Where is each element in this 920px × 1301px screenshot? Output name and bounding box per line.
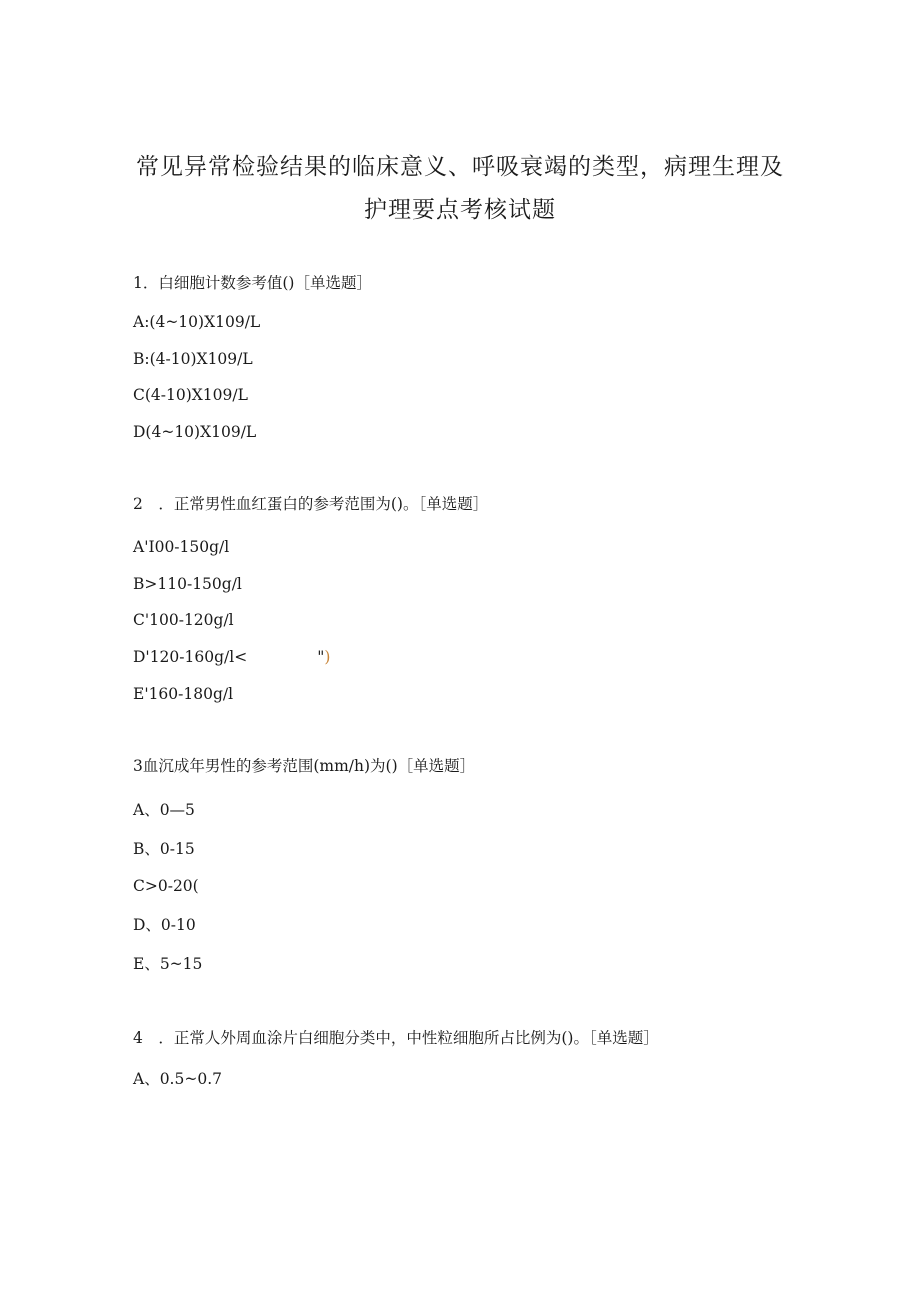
question-3-option-c[interactable]: C>0-20( bbox=[133, 877, 199, 895]
question-4-stem: 4 ．正常人外周血涂片白细胞分类中，中性粒细胞所占比例为()。［单选题］ bbox=[133, 1029, 659, 1047]
question-1-option-b[interactable]: B:(4-10)X109/L bbox=[133, 350, 253, 368]
question-2-option-d-label: D'120-160g∕l< bbox=[133, 648, 248, 666]
document-title-line-2: 护理要点考核试题 bbox=[364, 197, 556, 223]
question-2-option-d-paren: ) bbox=[324, 648, 331, 666]
question-1-option-a[interactable]: A:(4~10)X109/L bbox=[133, 313, 261, 331]
question-1-stem: 1．白细胞计数参考值()［单选题］ bbox=[133, 274, 372, 292]
question-4-option-a[interactable]: A、0.5~0.7 bbox=[133, 1070, 222, 1088]
question-2-option-c[interactable]: C'100-120g∕l bbox=[133, 611, 234, 629]
question-3-option-b[interactable]: B、0-15 bbox=[133, 840, 195, 858]
question-3-option-d[interactable]: D、0-10 bbox=[133, 916, 196, 934]
question-2-option-d[interactable] bbox=[133, 647, 330, 667]
question-3-option-e[interactable]: E、5~15 bbox=[133, 955, 203, 973]
question-3-stem: 3血沉成年男性的参考范围(mm∕h)为()［单选题］ bbox=[133, 757, 476, 775]
question-2-option-a[interactable]: A'I00-150g∕l bbox=[133, 538, 230, 556]
question-2-option-e[interactable]: E'160-180g∕l bbox=[133, 685, 234, 703]
document-title-line-1: 常见异常检验结果的临床意义、呼吸衰竭的类型，病理生理及 bbox=[136, 154, 784, 180]
question-2-option-d-quote: " bbox=[317, 648, 325, 666]
question-1-option-c[interactable]: C(4-10)X109∕L bbox=[133, 386, 248, 404]
question-1-option-d[interactable]: D(4~10)X109∕L bbox=[133, 423, 257, 441]
question-2-stem: 2 ．正常男性血红蛋白的参考范围为()。［单选题］ bbox=[133, 495, 489, 513]
question-2-option-b[interactable]: B>110-150g∕l bbox=[133, 575, 242, 593]
question-3-option-a[interactable]: A、0—5 bbox=[133, 801, 195, 819]
